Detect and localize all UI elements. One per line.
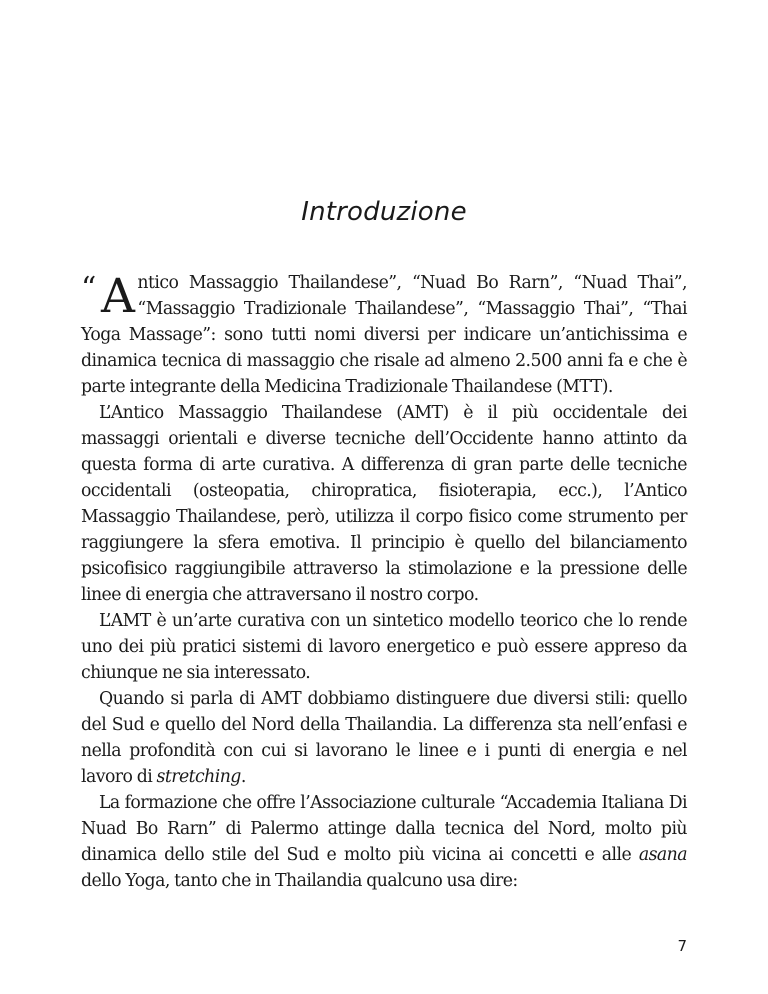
paragraph bbox=[81, 400, 687, 608]
paragraph-text: L’Antico Massaggio Thailandese (AMT) è il più occidentale dei massaggi orientali e diverse tecniche dell’Occidente hanno attinto da questa forma di arte curativa. A differenza di gran parte delle tecniche occidentali (osteopatia, chiropratica, fisioterapia, ecc.), l’Antico Massaggio Thailandese, però, utilizza il corpo fisico come strumento per raggiungere la sfera emotiva. Il principio è quello del bilanciamento psicofisico raggiungibile attraverso la stimolazione e la pressione delle linee di energia che attraversano il nostro corpo. bbox=[81, 403, 687, 605]
paragraph-text: . bbox=[240, 767, 246, 787]
paragraph-text: Quando si parla di AMT dobbiamo distinguere due diversi stili: quello del Sud e quello del Nord della Thailandia. La differenza sta nell’enfasi e nella profondità con cui si lavorano le linee e i punti di energia e nel lavoro di bbox=[81, 689, 687, 787]
emphasis-text: asana bbox=[638, 845, 687, 865]
paragraph bbox=[81, 608, 687, 686]
page-title: Introduzione bbox=[301, 197, 467, 227]
paragraph-text: ntico Massaggio Thailandese”, “Nuad Bo Rarn”, “Nuad Thai”, “Massaggio Tradizionale Thailandese”, “Massaggio Thai”, “Thai Yoga Massage”: sono tutti nomi diversi per indicare un’antichissima e dinamica tecnica di massaggio che risale ad almeno 2.500 anni fa e che è parte integrante della Medicina Tradizionale Thailandese (MTT). bbox=[81, 273, 687, 397]
body-text bbox=[81, 270, 687, 894]
drop-cap-quote: “ bbox=[81, 271, 96, 306]
paragraph-text: La formazione che offre l’Associazione culturale “Accademia Italiana Di Nuad Bo Rarn” di Palermo attinge dalla tecnica del Nord, molto più dinamica dello stile del Sud e molto più vicina ai concetti e alle bbox=[81, 793, 687, 865]
emphasis-text: stretching bbox=[156, 767, 241, 787]
paragraph bbox=[81, 790, 687, 894]
paragraph bbox=[81, 270, 687, 400]
paragraph-text: dello Yoga, tanto che in Thailandia qualcuno usa dire: bbox=[81, 871, 518, 891]
paragraph bbox=[81, 686, 687, 790]
drop-cap-letter: A bbox=[101, 269, 135, 324]
paragraph-text: L’AMT è un’arte curativa con un sintetico modello teorico che lo rende uno dei più pratici sistemi di lavoro energetico e può essere appreso da chiunque ne sia interessato. bbox=[81, 611, 687, 683]
drop-cap bbox=[81, 269, 135, 324]
page-number: 7 bbox=[677, 937, 687, 955]
